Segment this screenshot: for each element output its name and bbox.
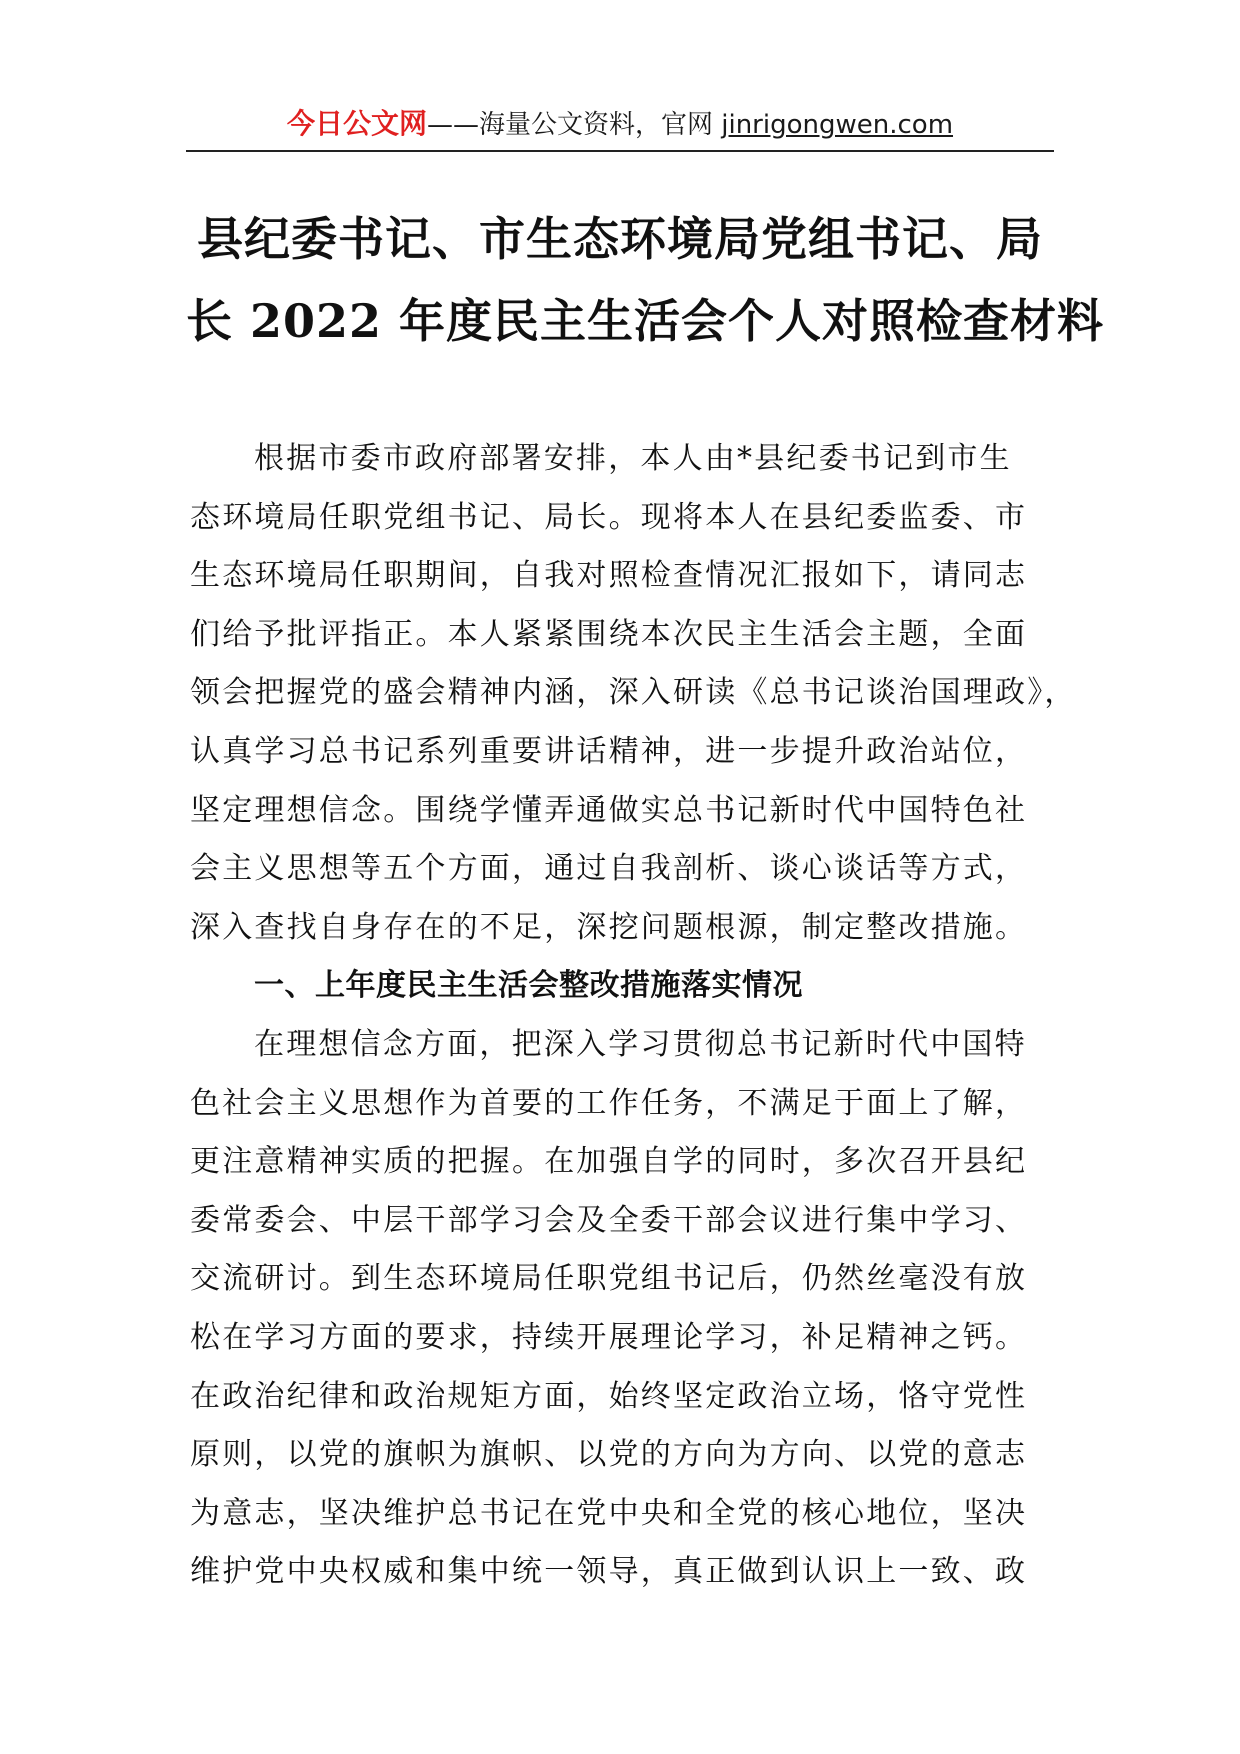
site-slogan: ——海量公文资料，官网	[426, 110, 722, 140]
site-brand: 今日公文网	[286, 107, 427, 140]
body-line: 原则，以党的旗帜为旗帜、以党的方向为方向、以党的意志	[190, 1437, 1028, 1473]
body-line: 交流研讨。到生态环境局任职党组书记后，仍然丝毫没有放	[190, 1261, 1028, 1297]
site-header	[186, 104, 1054, 152]
document-body	[190, 430, 1077, 1602]
title-line-1: 县纪委书记、市生态环境局党组书记、局	[197, 212, 1043, 266]
body-line: 色社会主义思想作为首要的工作任务，不满足于面上了解，	[190, 1085, 1028, 1121]
body-line: 会主义思想等五个方面，通过自我剖析、谈心谈话等方式，	[190, 851, 1028, 887]
body-line: 委常委会、中层干部学习会及全委干部会议进行集中学习、	[190, 1202, 1028, 1238]
title-line-2: 长 2022 年度民主生活会个人对照检查材料	[186, 294, 1105, 348]
section-heading: 一、上年度民主生活会整改措施落实情况	[254, 968, 803, 1004]
body-line: 为意志，坚决维护总书记在党中央和全党的核心地位，坚决	[190, 1495, 1028, 1531]
body-line: 在理想信念方面，把深入学习贯彻总书记新时代中国特	[254, 1026, 1027, 1062]
body-line: 松在学习方面的要求，持续开展理论学习，补足精神之钙。	[190, 1319, 1028, 1355]
body-line: 生态环境局任职期间，自我对照检查情况汇报如下，请同志	[190, 558, 1028, 594]
body-line: 在政治纪律和政治规矩方面，始终坚定政治立场，恪守党性	[190, 1378, 1028, 1414]
body-line: 坚定理想信念。围绕学懂弄通做实总书记新时代中国特色社	[190, 792, 1028, 828]
body-line: 们给予批评指正。本人紧紧围绕本次民主生活会主题，全面	[190, 616, 1028, 652]
body-line: 深入查找自身存在的不足，深挖问题根源，制定整改措施。	[190, 909, 1028, 945]
body-line: 维护党中央权威和集中统一领导，真正做到认识上一致、政	[190, 1554, 1028, 1590]
body-line: 领会把握党的盛会精神内涵，深入研读《总书记谈治国理政》，	[190, 675, 1077, 711]
document-title	[186, 198, 1105, 362]
body-line: 更注意精神实质的把握。在加强自学的同时，多次召开县纪	[190, 1144, 1028, 1180]
body-line: 根据市委市政府部署安排，本人由*县纪委书记到市生	[254, 441, 1012, 476]
body-line: 认真学习总书记系列重要讲话精神，进一步提升政治站位，	[190, 733, 1028, 769]
body-line: 态环境局任职党组书记、局长。现将本人在县纪委监委、市	[190, 499, 1028, 535]
site-url-link[interactable]: jinrigongwen.com	[721, 110, 954, 140]
header-divider	[186, 150, 1054, 152]
